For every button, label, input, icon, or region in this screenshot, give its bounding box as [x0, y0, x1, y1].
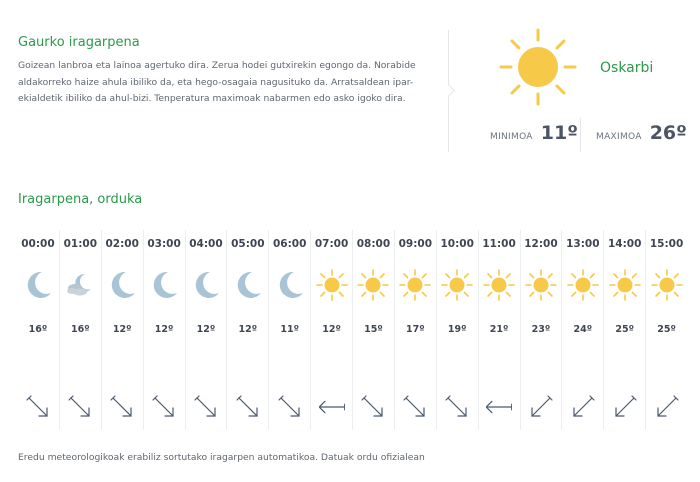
sun-icon — [650, 268, 684, 302]
wind-direction-arrow-icon — [486, 394, 512, 420]
moon-icon — [189, 268, 223, 302]
hour-time: 11:00 — [482, 238, 516, 250]
hour-column — [226, 230, 268, 430]
wind-direction-arrow-icon — [319, 394, 345, 420]
min-value: 11º — [540, 122, 578, 144]
today-description: Goizean lanbroa eta lainoa agertuko dira. Zerua hodei gutxirekin egongo da. Norabide aldakorreko haize ahula ibiliko da, eta hego-osagaia nagusituko da. Arratsaldean ipar-ekialdetik ibiliko da ahul-bizi. Tenperatura maximoak nabarmen edo asko igoko dira. — [18, 60, 416, 104]
hour-temperature: 12º — [196, 324, 216, 335]
hour-column — [310, 230, 352, 430]
wind-direction-arrow-icon — [444, 394, 470, 420]
hour-time: 15:00 — [649, 238, 684, 250]
wind-direction-arrow-icon — [109, 394, 135, 420]
hour-time: 09:00 — [398, 238, 433, 250]
minmax-separator — [580, 118, 581, 152]
hour-column — [603, 230, 645, 430]
moon-icon — [21, 268, 55, 302]
sun-icon — [356, 268, 390, 302]
hour-time: 07:00 — [314, 238, 349, 250]
hour-column — [520, 230, 562, 430]
wind-direction-arrow-icon — [235, 394, 261, 420]
hour-temperature: 12º — [322, 324, 341, 335]
hourly-title: Iragarpena, orduka — [18, 192, 143, 207]
hour-temperature: 11º — [280, 324, 299, 335]
hour-temperature: 15º — [364, 324, 383, 335]
sun-icon — [315, 268, 349, 302]
hour-time: 00:00 — [21, 238, 55, 250]
max-temperature — [596, 122, 687, 144]
hour-time: 08:00 — [356, 238, 391, 250]
wind-direction-arrow-icon — [612, 394, 638, 420]
hour-time: 02:00 — [105, 238, 139, 250]
hour-column — [185, 230, 227, 430]
sky-condition: Oskarbi — [600, 60, 654, 76]
wind-direction-arrow-icon — [25, 394, 51, 420]
hour-column — [352, 230, 394, 430]
wind-direction-arrow-icon — [67, 394, 93, 420]
min-temperature — [490, 122, 578, 144]
hour-column — [561, 230, 603, 430]
hour-temperature: 21º — [489, 324, 509, 335]
sun-icon — [497, 26, 579, 108]
wind-direction-arrow-icon — [151, 394, 177, 420]
hour-time: 14:00 — [607, 238, 642, 250]
wind-direction-arrow-icon — [654, 394, 680, 420]
hour-time: 04:00 — [189, 238, 223, 250]
hour-temperature: 25º — [615, 324, 634, 335]
hour-time: 01:00 — [63, 238, 98, 250]
hour-temperature: 24º — [573, 324, 593, 335]
hour-column — [394, 230, 436, 430]
moon-icon — [105, 268, 139, 302]
today-forecast-panel — [0, 0, 700, 144]
wind-direction-arrow-icon — [528, 394, 554, 420]
hour-temperature: 12º — [238, 324, 258, 335]
hour-temperature: 12º — [154, 324, 174, 335]
hour-time: 13:00 — [566, 238, 600, 250]
sun-icon — [482, 268, 516, 302]
wind-direction-arrow-icon — [570, 394, 596, 420]
hour-temperature: 16º — [71, 324, 90, 335]
wind-direction-arrow-icon — [360, 394, 386, 420]
max-label: MAXIMOA — [596, 132, 642, 142]
hour-temperature: 16º — [28, 324, 48, 335]
max-value: 26º — [649, 122, 687, 144]
panel-divider-notch — [442, 84, 455, 97]
hour-temperature: 23º — [531, 324, 551, 335]
hour-column — [101, 230, 143, 430]
wind-direction-arrow-icon — [402, 394, 428, 420]
sun-icon — [440, 268, 474, 302]
hour-time: 06:00 — [272, 238, 307, 250]
sun-icon — [566, 268, 600, 302]
hour-column — [143, 230, 185, 430]
hour-temperature: 25º — [657, 324, 676, 335]
hour-time: 03:00 — [147, 238, 181, 250]
sun-icon — [398, 268, 432, 302]
moon-icon — [231, 268, 265, 302]
moon-cloud-icon — [63, 268, 97, 302]
sun-icon — [608, 268, 642, 302]
today-title: Gaurko iragarpena — [18, 35, 140, 50]
moon-icon — [147, 268, 181, 302]
hour-time: 05:00 — [231, 238, 265, 250]
hour-temperature: 17º — [406, 324, 425, 335]
moon-icon — [273, 268, 307, 302]
hour-column — [268, 230, 310, 430]
hour-temperature: 19º — [447, 324, 467, 335]
min-label: MINIMOA — [490, 132, 533, 142]
hour-temperature: 12º — [112, 324, 132, 335]
hour-time: 10:00 — [440, 238, 474, 250]
hour-time: 12:00 — [524, 238, 558, 250]
hour-column — [436, 230, 478, 430]
hour-column — [478, 230, 520, 430]
hour-column — [59, 230, 101, 430]
hour-column — [645, 230, 687, 430]
wind-direction-arrow-icon — [277, 394, 303, 420]
footer-note: Eredu meteorologikoak erabiliz sortutako iragarpen automatikoa. Datuak ordu ofizialean — [18, 452, 425, 463]
hour-column — [17, 230, 59, 430]
wind-direction-arrow-icon — [193, 394, 219, 420]
hourly-forecast-grid — [17, 230, 687, 430]
sun-icon — [524, 268, 558, 302]
